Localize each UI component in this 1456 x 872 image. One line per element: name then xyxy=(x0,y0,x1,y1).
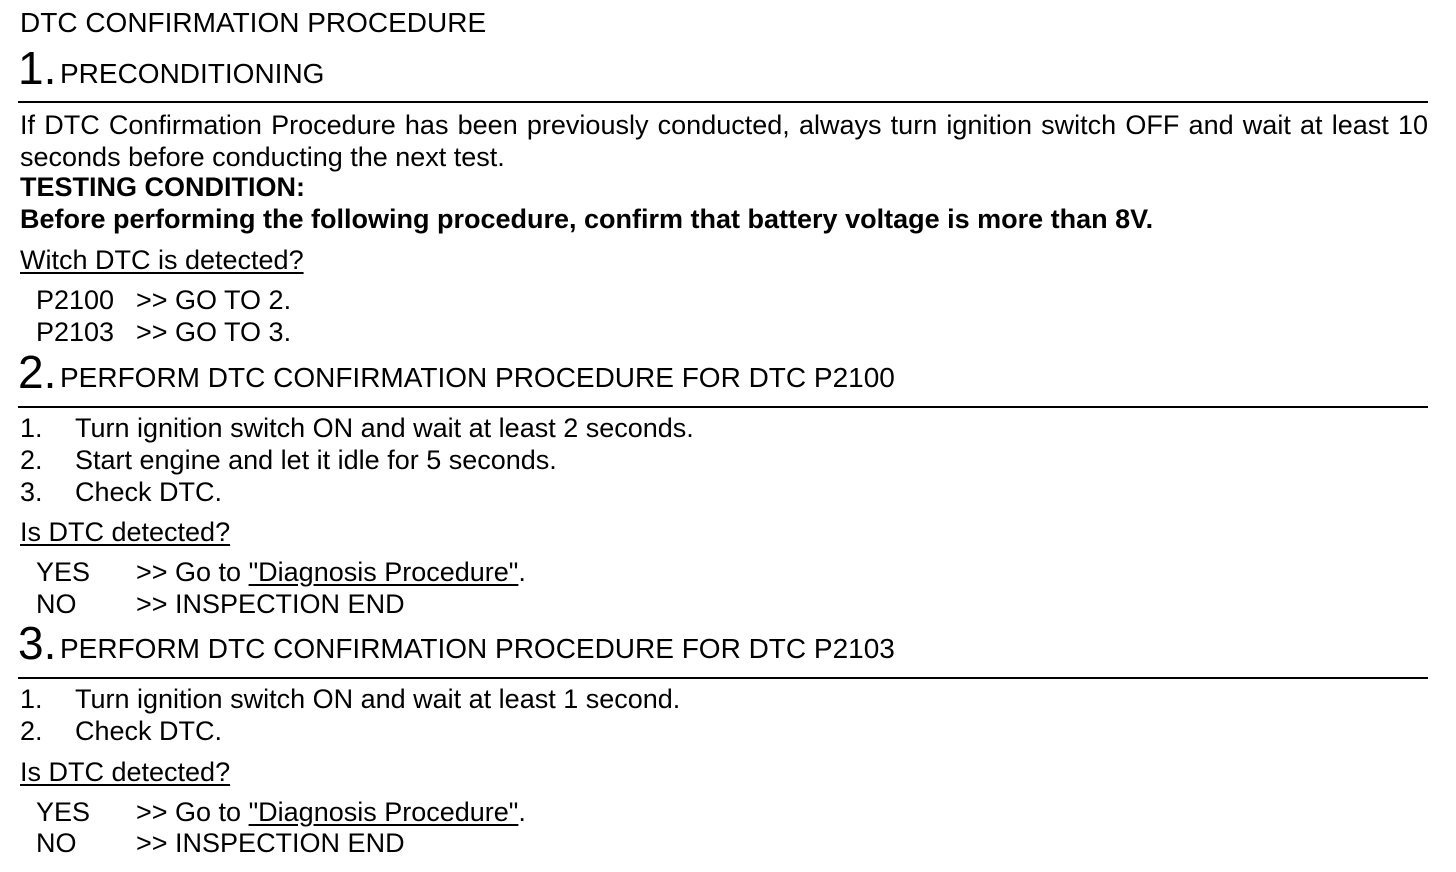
step-2-divider xyxy=(18,406,1428,408)
step-3-number: 3. xyxy=(18,617,57,669)
step-1-question: Witch DTC is detected? xyxy=(20,245,304,275)
step-3-item-1-number: 1. xyxy=(20,684,43,714)
step-3-yes-action xyxy=(136,799,526,826)
step-3-title: PERFORM DTC CONFIRMATION PROCEDURE FOR DTC P2103 xyxy=(60,633,895,664)
step-2-no-action: >> INSPECTION END xyxy=(136,589,405,619)
step-2-no-key: NO xyxy=(36,589,77,619)
testing-condition-text: Before performing the following procedure, confirm that battery voltage is more than 8V. xyxy=(20,204,1154,234)
result-key-p2100: P2100 xyxy=(36,285,115,315)
step-2-title: PERFORM DTC CONFIRMATION PROCEDURE FOR DTC P2100 xyxy=(60,362,895,393)
step-3-yes-prefix: >> Go to xyxy=(136,797,249,827)
step-2-item-3-number: 3. xyxy=(20,477,43,507)
result-key-p2103: P2103 xyxy=(36,317,115,347)
step-2-yes-suffix: . xyxy=(518,557,526,587)
step-3-item-2-text: Check DTC. xyxy=(75,716,223,746)
step-2-item-2-text: Start engine and let it idle for 5 seconds. xyxy=(75,445,557,475)
step-3-yes-suffix: . xyxy=(518,797,526,827)
step-1-divider xyxy=(18,101,1428,103)
step-3-divider xyxy=(18,677,1428,679)
result-action-go-to-3: >> GO TO 3. xyxy=(136,317,292,347)
diagnosis-procedure-link[interactable]: "Diagnosis Procedure" xyxy=(248,557,519,587)
step-1-paragraph: If DTC Confirmation Procedure has been previously conducted, always turn ignition switch OFF and wait at least 10 seconds before conducting the next test. xyxy=(20,110,1428,172)
step-3-no-action: >> INSPECTION END xyxy=(136,828,405,858)
step-2-yes-action xyxy=(136,559,526,586)
step-3-no-key: NO xyxy=(36,828,77,858)
step-1-number: 1. xyxy=(18,42,57,94)
step-3-item-2-number: 2. xyxy=(20,716,43,746)
result-action-go-to-2: >> GO TO 2. xyxy=(136,285,292,315)
step-2-item-1-number: 1. xyxy=(20,413,43,443)
step-3-question: Is DTC detected? xyxy=(20,757,231,787)
step-2-item-2-number: 2. xyxy=(20,445,43,475)
step-2-question: Is DTC detected? xyxy=(20,517,231,547)
step-1-title: PRECONDITIONING xyxy=(60,58,325,89)
step-3-item-1-text: Turn ignition switch ON and wait at least 1 second. xyxy=(75,684,681,714)
step-2-yes-key: YES xyxy=(36,557,91,587)
step-3-yes-key: YES xyxy=(36,797,91,827)
testing-condition-label: TESTING CONDITION: xyxy=(20,172,305,202)
document-title: DTC CONFIRMATION PROCEDURE xyxy=(20,7,487,38)
diagnosis-procedure-link[interactable]: "Diagnosis Procedure" xyxy=(248,797,519,827)
step-2-item-1-text: Turn ignition switch ON and wait at least 2 seconds. xyxy=(75,413,694,443)
step-2-number: 2. xyxy=(18,346,57,398)
step-2-item-3-text: Check DTC. xyxy=(75,477,223,507)
step-2-yes-prefix: >> Go to xyxy=(136,557,249,587)
